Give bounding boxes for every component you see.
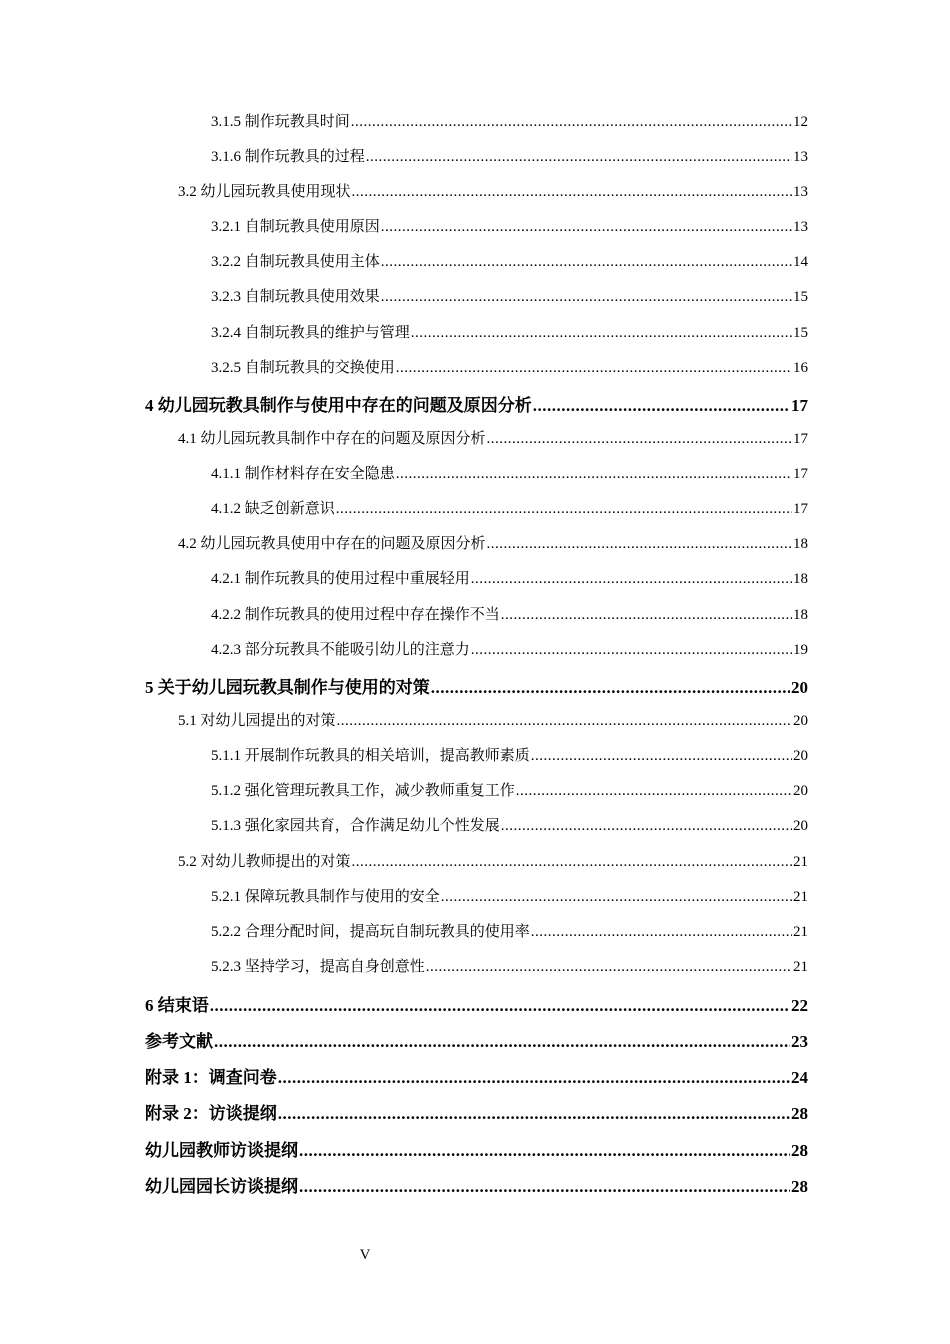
toc-entry[interactable] bbox=[145, 638, 808, 659]
toc-entry-title: 3.1.6 制作玩教具的过程 bbox=[211, 149, 365, 165]
toc-entry-page-number: 17 bbox=[793, 501, 808, 517]
toc-entry-page-number: 20 bbox=[793, 713, 808, 729]
toc-entry-page-number: 21 bbox=[793, 854, 808, 870]
toc-entry-title: 3.2.3 自制玩教具使用效果 bbox=[211, 289, 380, 305]
toc-entry-title: 4.2 幼儿园玩教具使用中存在的问题及原因分析 bbox=[178, 536, 486, 552]
toc-dot-leader bbox=[487, 431, 792, 448]
toc-entry-title: 5.1 对幼儿园提出的对策 bbox=[178, 713, 336, 729]
toc-entry-title: 5 关于幼儿园玩教具制作与使用的对策 bbox=[145, 678, 430, 697]
toc-dot-leader bbox=[516, 783, 792, 800]
toc-dot-leader bbox=[426, 959, 792, 976]
toc-dot-leader bbox=[299, 1177, 790, 1197]
toc-entry-page-number: 20 bbox=[793, 748, 808, 764]
toc-entry-page-number: 19 bbox=[793, 642, 808, 658]
toc-entry-page-number: 20 bbox=[793, 783, 808, 799]
toc-entry-page-number: 13 bbox=[793, 219, 808, 235]
toc-dot-leader bbox=[487, 536, 792, 553]
toc-entry-title: 3.2.2 自制玩教具使用主体 bbox=[211, 254, 380, 270]
toc-entry[interactable] bbox=[145, 285, 808, 306]
toc-entry-page-number: 18 bbox=[793, 571, 808, 587]
toc-entry-page-number: 28 bbox=[791, 1104, 808, 1123]
toc-entry-page-number: 16 bbox=[793, 360, 808, 376]
toc-entry[interactable] bbox=[145, 779, 808, 800]
toc-entry-title: 5.1.3 强化家园共育，合作满足幼儿个性发展 bbox=[211, 818, 500, 834]
toc-entry-title: 3.2 幼儿园玩教具使用现状 bbox=[178, 184, 351, 200]
toc-entry-page-number: 15 bbox=[793, 289, 808, 305]
toc-dot-leader bbox=[214, 1032, 790, 1052]
toc-entry[interactable] bbox=[145, 850, 808, 871]
toc-dot-leader bbox=[381, 219, 792, 236]
toc-entry-title: 5.1.2 强化管理玩教具工作，减少教师重复工作 bbox=[211, 783, 515, 799]
toc-entry[interactable] bbox=[145, 885, 808, 906]
toc-entry-page-number: 20 bbox=[793, 818, 808, 834]
toc-dot-leader bbox=[337, 713, 792, 730]
toc-entry[interactable] bbox=[145, 1063, 808, 1088]
toc-entry-page-number: 13 bbox=[793, 149, 808, 165]
toc-dot-leader bbox=[531, 748, 792, 765]
toc-entry[interactable] bbox=[145, 532, 808, 553]
toc-entry[interactable] bbox=[145, 1027, 808, 1052]
toc-dot-leader bbox=[381, 289, 792, 306]
toc-dot-leader bbox=[501, 607, 792, 624]
toc-entry-title: 5.2 对幼儿教师提出的对策 bbox=[178, 854, 351, 870]
toc-entry-title: 5.2.1 保障玩教具制作与使用的安全 bbox=[211, 889, 440, 905]
toc-entry-page-number: 17 bbox=[791, 396, 808, 415]
toc-dot-leader bbox=[501, 818, 792, 835]
toc-entry-title: 5.2.3 坚持学习，提高自身创意性 bbox=[211, 959, 425, 975]
toc-dot-leader bbox=[336, 501, 792, 518]
toc-entry[interactable] bbox=[145, 497, 808, 518]
toc-entry[interactable] bbox=[145, 603, 808, 624]
toc-dot-leader bbox=[441, 889, 792, 906]
toc-entry[interactable] bbox=[145, 709, 808, 730]
toc-entry-title: 3.1.5 制作玩教具时间 bbox=[211, 114, 350, 130]
toc-entry-page-number: 15 bbox=[793, 325, 808, 341]
toc-entry-page-number: 18 bbox=[793, 536, 808, 552]
toc-entry-page-number: 18 bbox=[793, 607, 808, 623]
toc-entry-page-number: 12 bbox=[793, 114, 808, 130]
toc-entry[interactable] bbox=[145, 955, 808, 976]
toc-dot-leader bbox=[352, 184, 792, 201]
toc-entry-title: 3.2.5 自制玩教具的交换使用 bbox=[211, 360, 395, 376]
toc-entry[interactable] bbox=[145, 391, 808, 416]
toc-entry-title: 幼儿园园长访谈提纲 bbox=[145, 1177, 298, 1196]
toc-entry-title: 5.1.1 开展制作玩教具的相关培训，提高教师素质 bbox=[211, 748, 530, 764]
toc-entry[interactable] bbox=[145, 145, 808, 166]
toc-entry-title: 6 结束语 bbox=[145, 996, 209, 1015]
toc-entry-title: 附录 1：调查问卷 bbox=[145, 1068, 277, 1087]
toc-entry-title: 3.2.4 自制玩教具的维护与管理 bbox=[211, 325, 410, 341]
toc-entry[interactable] bbox=[145, 427, 808, 448]
toc-entry-title: 4.1 幼儿园玩教具制作中存在的问题及原因分析 bbox=[178, 431, 486, 447]
toc-dot-leader bbox=[299, 1141, 790, 1161]
toc-entry-page-number: 17 bbox=[793, 466, 808, 482]
toc-entry-page-number: 21 bbox=[793, 924, 808, 940]
toc-entry[interactable] bbox=[145, 356, 808, 377]
toc-entry-page-number: 14 bbox=[793, 254, 808, 270]
toc-entry[interactable] bbox=[145, 744, 808, 765]
toc-entry-title: 4.1.1 制作材料存在安全隐患 bbox=[211, 466, 395, 482]
toc-entry-page-number: 20 bbox=[791, 678, 808, 697]
page-footer-number: V bbox=[359, 1247, 371, 1263]
toc-entry[interactable] bbox=[145, 814, 808, 835]
toc-entry-page-number: 28 bbox=[791, 1141, 808, 1160]
toc-entry-page-number: 24 bbox=[791, 1068, 808, 1087]
toc-entry[interactable] bbox=[145, 321, 808, 342]
toc-entry-page-number: 17 bbox=[793, 431, 808, 447]
toc-entry[interactable] bbox=[145, 110, 808, 131]
toc-entry[interactable] bbox=[145, 567, 808, 588]
toc-entry-title: 3.2.1 自制玩教具使用原因 bbox=[211, 219, 380, 235]
toc-entry-page-number: 23 bbox=[791, 1032, 808, 1051]
toc-entry-page-number: 13 bbox=[793, 184, 808, 200]
toc-dot-leader bbox=[471, 571, 792, 588]
toc-entry[interactable] bbox=[145, 673, 808, 698]
toc-entry-title: 4.2.2 制作玩教具的使用过程中存在操作不当 bbox=[211, 607, 500, 623]
toc-entry[interactable] bbox=[145, 920, 808, 941]
toc-entry-title: 附录 2：访谈提纲 bbox=[145, 1104, 277, 1123]
toc-entry[interactable] bbox=[145, 991, 808, 1016]
toc-dot-leader bbox=[471, 642, 792, 659]
toc-entry[interactable] bbox=[145, 180, 808, 201]
toc-dot-leader bbox=[396, 466, 792, 483]
toc-entry-title: 幼儿园教师访谈提纲 bbox=[145, 1141, 298, 1160]
toc-entry[interactable] bbox=[145, 250, 808, 271]
toc-entry-page-number: 22 bbox=[791, 996, 808, 1015]
toc-entry-title: 5.2.2 合理分配时间，提高玩自制玩教具的使用率 bbox=[211, 924, 530, 940]
toc-entry-title: 参考文献 bbox=[145, 1032, 213, 1051]
toc-entry[interactable] bbox=[145, 1172, 808, 1197]
toc-dot-leader bbox=[278, 1104, 790, 1124]
toc-dot-leader bbox=[278, 1068, 790, 1088]
toc-dot-leader bbox=[431, 678, 790, 698]
toc-entry[interactable] bbox=[145, 462, 808, 483]
toc-dot-leader bbox=[366, 149, 792, 166]
toc-dot-leader bbox=[352, 854, 792, 871]
toc-entry[interactable] bbox=[145, 215, 808, 236]
toc-dot-leader bbox=[533, 396, 790, 416]
toc-entry-title: 4.1.2 缺乏创新意识 bbox=[211, 501, 335, 517]
toc-entry[interactable] bbox=[145, 1099, 808, 1124]
toc-entry-title: 4.2.3 部分玩教具不能吸引幼儿的注意力 bbox=[211, 642, 470, 658]
toc-dot-leader bbox=[351, 114, 792, 131]
toc-entry-page-number: 21 bbox=[793, 889, 808, 905]
toc-entry[interactable] bbox=[145, 1136, 808, 1161]
toc-dot-leader bbox=[396, 360, 792, 377]
toc-entry-title: 4.2.1 制作玩教具的使用过程中重展轻用 bbox=[211, 571, 470, 587]
toc-dot-leader bbox=[531, 924, 792, 941]
toc-dot-leader bbox=[381, 254, 792, 271]
toc-entry-title: 4 幼儿园玩教具制作与使用中存在的问题及原因分析 bbox=[145, 396, 532, 415]
toc-entry-page-number: 21 bbox=[793, 959, 808, 975]
toc-entry-page-number: 28 bbox=[791, 1177, 808, 1196]
toc-dot-leader bbox=[210, 996, 790, 1016]
toc-dot-leader bbox=[411, 325, 792, 342]
